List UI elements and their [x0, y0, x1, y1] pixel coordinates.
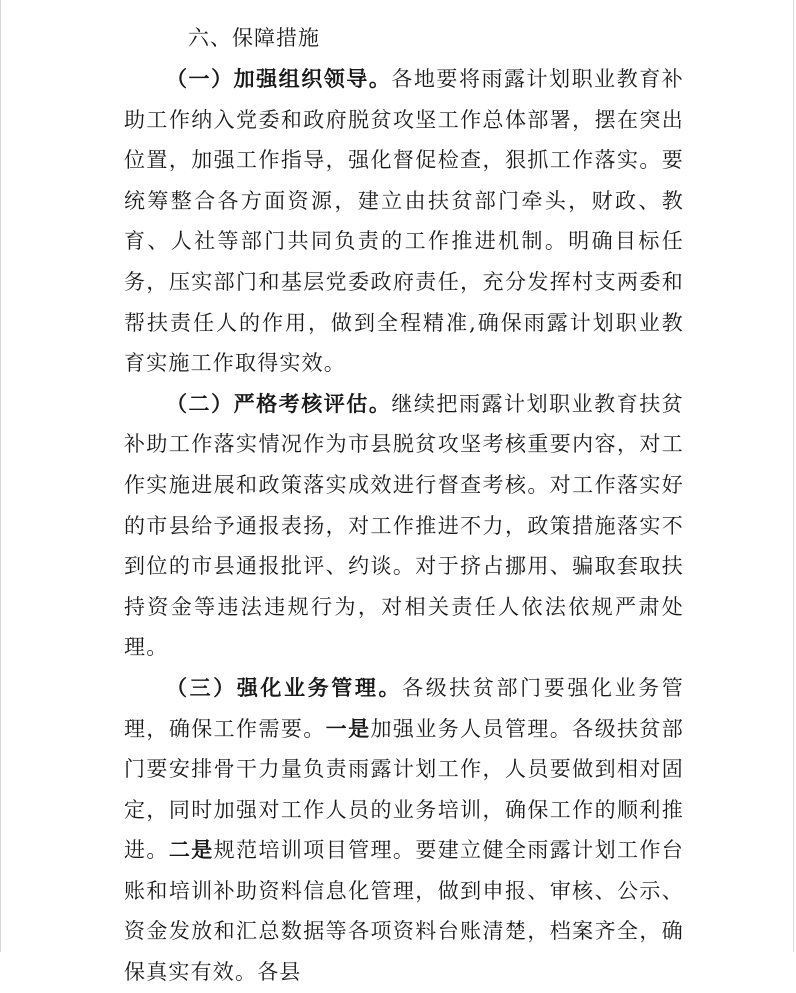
document-body — [124, 18, 684, 993]
point-lead: 二是 — [168, 837, 214, 863]
section-heading: 六、保障措施 — [188, 26, 320, 50]
paragraph-text: 规范培训项目管理。要建立健全雨露计划工作台账和培训补助资料信息化管理，做到申报、审核、公示、资金发放和汇总数据等各项资料台账清楚，档案齐全，确保真实有效。各县 — [124, 838, 685, 985]
paragraph-organization — [124, 59, 684, 384]
paragraph-text: 继续把雨露计划职业教育扶贫补助工作落实情况作为市县脱贫攻坚考核重要内容，对工作实施进展和政策落实成效进行督查考核。对工作落实好的市县给予通报表扬，对工作推进不力，政策措施落实不到位的市县通报批评、约谈。对于挤占挪用、骗取套取扶持资金等违法违规行为，对相关责任人依法依规严肃处理。 — [124, 391, 684, 660]
paragraph-text: 各级扶贫部门要强化业务管理，确保工作需要。 — [124, 675, 684, 741]
point-lead: 一是 — [325, 715, 371, 741]
paragraph-lead: （三）强化业务管理。 — [166, 674, 403, 700]
paragraph-assessment — [124, 384, 684, 668]
paragraph-lead: （二）严格考核评估。 — [166, 390, 392, 416]
paragraph-management — [124, 668, 684, 993]
paragraph-text: 各地要将雨露计划职业教育补助工作纳入党委和政府脱贫攻坚工作总体部署，摆在突出位置，加强工作指导，强化督促检查，狠抓工作落实。要统筹整合各方面资源，建立由扶贫部门牵头，财政、教育、人社等部门共同负责的工作推进机制。明确目标任务，压实部门和基层党委政府责任，充分发挥村支两委和帮扶责任人的作用，做到全程精准,确保雨露计划职业教育实施工作取得实效。 — [124, 67, 684, 376]
paragraph-text: 加强业务人员管理。各级扶贫部门要安排骨干力量负责雨露计划工作，人员要做到相对固定，同时加强对工作人员的业务培训，确保工作的顺利推进。 — [124, 716, 684, 863]
paragraph-lead: （一）加强组织领导。 — [166, 66, 392, 91]
